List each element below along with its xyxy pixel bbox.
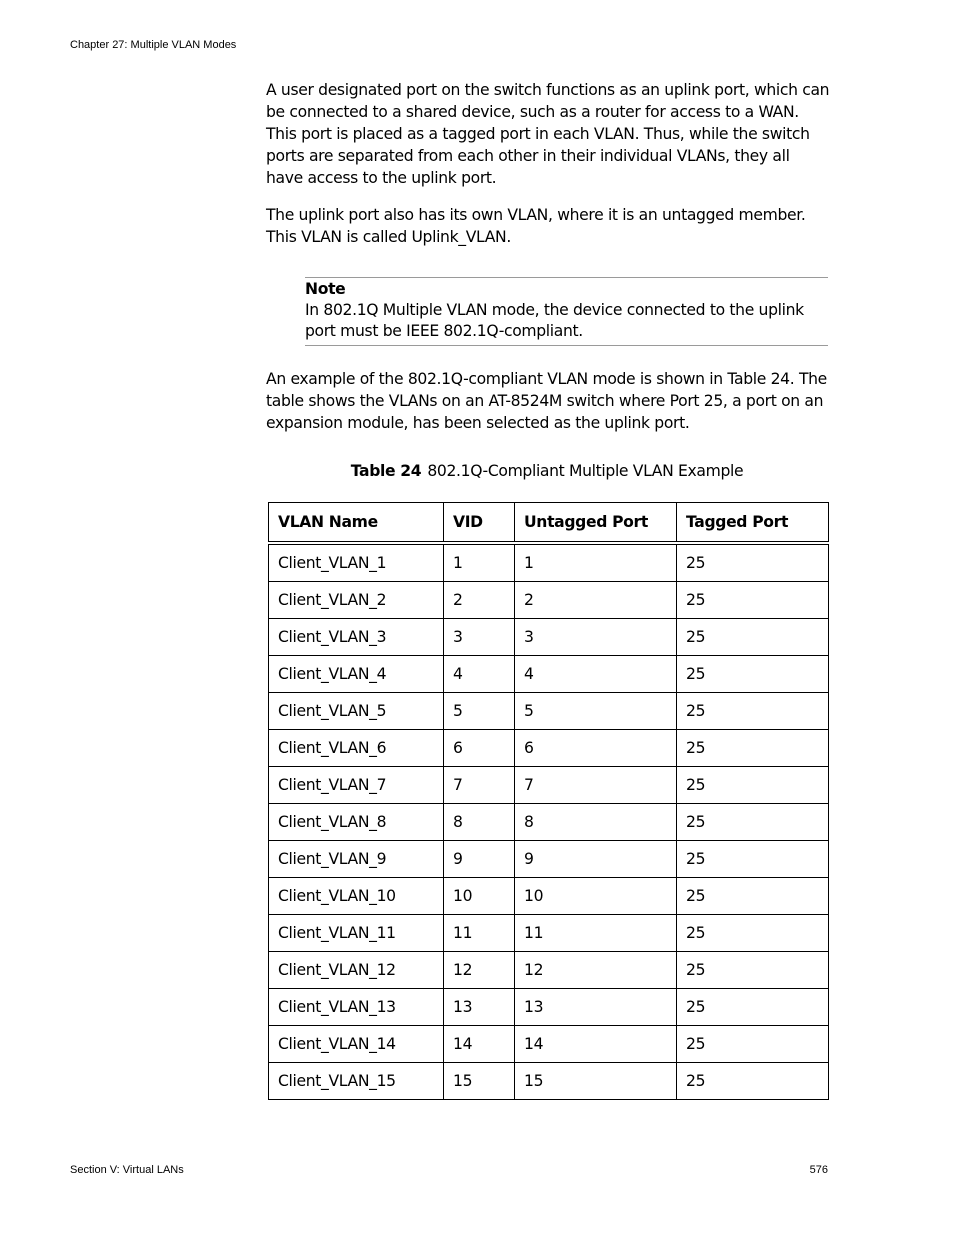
cell-vid: 1 bbox=[444, 543, 515, 582]
cell-tagged-port: 25 bbox=[677, 543, 829, 582]
cell-vlan-name: Client_VLAN_2 bbox=[269, 582, 444, 619]
cell-vid: 5 bbox=[444, 693, 515, 730]
note-box bbox=[305, 277, 828, 346]
table-row bbox=[269, 915, 829, 952]
cell-tagged-port: 25 bbox=[677, 804, 829, 841]
cell-vid: 8 bbox=[444, 804, 515, 841]
cell-vid: 14 bbox=[444, 1026, 515, 1063]
cell-vlan-name: Client_VLAN_6 bbox=[269, 730, 444, 767]
body-paragraph-uplink-port: A user designated port on the switch functions as an uplink port, which can be connected to a shared device, such as a router for access to a WAN. This port is placed as a tagged port in each VLAN. Thus, while the switch ports are separated from each other in their individual VLANs, they all have access to the uplink port. bbox=[266, 81, 830, 187]
cell-vid: 3 bbox=[444, 619, 515, 656]
cell-untagged-port: 10 bbox=[515, 878, 677, 915]
cell-vid: 9 bbox=[444, 841, 515, 878]
cell-vlan-name: Client_VLAN_1 bbox=[269, 543, 444, 582]
table-row bbox=[269, 693, 829, 730]
footer-page-number: 576 bbox=[809, 1164, 828, 1176]
cell-tagged-port: 25 bbox=[677, 582, 829, 619]
cell-untagged-port: 8 bbox=[515, 804, 677, 841]
cell-vid: 10 bbox=[444, 878, 515, 915]
cell-vid: 13 bbox=[444, 989, 515, 1026]
cell-untagged-port: 11 bbox=[515, 915, 677, 952]
cell-untagged-port: 1 bbox=[515, 543, 677, 582]
column-header-tagged-port: Tagged Port bbox=[677, 503, 829, 544]
cell-untagged-port: 6 bbox=[515, 730, 677, 767]
table-row bbox=[269, 952, 829, 989]
table-caption-text: 802.1Q-Compliant Multiple VLAN Example bbox=[427, 462, 744, 480]
body-paragraph-example: An example of the 802.1Q-compliant VLAN mode is shown in Table 24. The table shows the VLANs on an AT-8524M switch where Port 25, a port on an expansion module, has been selected as the uplink port. bbox=[266, 370, 827, 432]
cell-vlan-name: Client_VLAN_3 bbox=[269, 619, 444, 656]
cell-untagged-port: 14 bbox=[515, 1026, 677, 1063]
cell-untagged-port: 3 bbox=[515, 619, 677, 656]
column-header-untagged-port: Untagged Port bbox=[515, 503, 677, 544]
cell-tagged-port: 25 bbox=[677, 730, 829, 767]
cell-untagged-port: 2 bbox=[515, 582, 677, 619]
column-header-vid: VID bbox=[444, 503, 515, 544]
table-row bbox=[269, 543, 829, 582]
table-caption-label: Table 24 bbox=[350, 462, 422, 480]
table-row bbox=[269, 1026, 829, 1063]
cell-vlan-name: Client_VLAN_9 bbox=[269, 841, 444, 878]
cell-untagged-port: 4 bbox=[515, 656, 677, 693]
cell-vlan-name: Client_VLAN_10 bbox=[269, 878, 444, 915]
cell-vlan-name: Client_VLAN_7 bbox=[269, 767, 444, 804]
cell-vid: 6 bbox=[444, 730, 515, 767]
cell-untagged-port: 5 bbox=[515, 693, 677, 730]
column-header-vlan-name: VLAN Name bbox=[269, 503, 444, 544]
cell-vlan-name: Client_VLAN_11 bbox=[269, 915, 444, 952]
body-paragraph-uplink-vlan: The uplink port also has its own VLAN, where it is an untagged member. This VLAN is called Uplink_VLAN. bbox=[266, 206, 806, 246]
vlan-table bbox=[268, 502, 829, 1100]
cell-vid: 15 bbox=[444, 1063, 515, 1100]
note-title: Note bbox=[305, 280, 346, 298]
cell-vid: 2 bbox=[444, 582, 515, 619]
cell-untagged-port: 15 bbox=[515, 1063, 677, 1100]
cell-tagged-port: 25 bbox=[677, 841, 829, 878]
cell-vid: 7 bbox=[444, 767, 515, 804]
cell-untagged-port: 9 bbox=[515, 841, 677, 878]
table-row bbox=[269, 841, 829, 878]
cell-vlan-name: Client_VLAN_14 bbox=[269, 1026, 444, 1063]
cell-tagged-port: 25 bbox=[677, 619, 829, 656]
cell-vid: 11 bbox=[444, 915, 515, 952]
note-text: In 802.1Q Multiple VLAN mode, the device connected to the uplink port must be IEEE 802.1Q-compliant. bbox=[305, 301, 804, 340]
cell-vid: 12 bbox=[444, 952, 515, 989]
footer-section: Section V: Virtual LANs bbox=[70, 1164, 184, 1176]
cell-vlan-name: Client_VLAN_4 bbox=[269, 656, 444, 693]
table-row bbox=[269, 656, 829, 693]
cell-untagged-port: 7 bbox=[515, 767, 677, 804]
table-caption bbox=[266, 461, 828, 481]
cell-tagged-port: 25 bbox=[677, 693, 829, 730]
running-header: Chapter 27: Multiple VLAN Modes bbox=[70, 39, 237, 51]
cell-vlan-name: Client_VLAN_15 bbox=[269, 1063, 444, 1100]
cell-tagged-port: 25 bbox=[677, 989, 829, 1026]
cell-tagged-port: 25 bbox=[677, 1063, 829, 1100]
table-row bbox=[269, 767, 829, 804]
cell-vlan-name: Client_VLAN_5 bbox=[269, 693, 444, 730]
table-row bbox=[269, 730, 829, 767]
cell-tagged-port: 25 bbox=[677, 878, 829, 915]
cell-tagged-port: 25 bbox=[677, 1026, 829, 1063]
cell-vlan-name: Client_VLAN_13 bbox=[269, 989, 444, 1026]
cell-untagged-port: 13 bbox=[515, 989, 677, 1026]
cell-untagged-port: 12 bbox=[515, 952, 677, 989]
cell-vid: 4 bbox=[444, 656, 515, 693]
table-row bbox=[269, 582, 829, 619]
table-row bbox=[269, 1063, 829, 1100]
table-body bbox=[269, 543, 829, 1100]
table-header-row bbox=[269, 503, 829, 544]
cell-vlan-name: Client_VLAN_12 bbox=[269, 952, 444, 989]
table-row bbox=[269, 804, 829, 841]
cell-tagged-port: 25 bbox=[677, 915, 829, 952]
table-row bbox=[269, 989, 829, 1026]
cell-tagged-port: 25 bbox=[677, 656, 829, 693]
table-row bbox=[269, 878, 829, 915]
cell-tagged-port: 25 bbox=[677, 767, 829, 804]
cell-tagged-port: 25 bbox=[677, 952, 829, 989]
cell-vlan-name: Client_VLAN_8 bbox=[269, 804, 444, 841]
table-row bbox=[269, 619, 829, 656]
